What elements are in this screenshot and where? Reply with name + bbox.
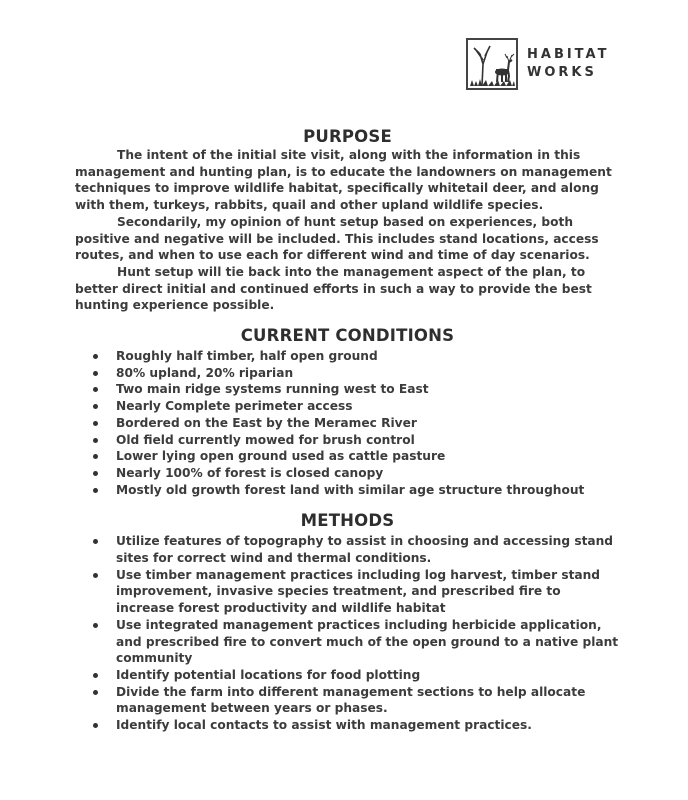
list-item: Old field currently mowed for brush control (75, 432, 620, 449)
methods-heading: METHODS (300, 511, 395, 531)
list-item: Use integrated management practices including herbicide application, and prescribed fire to convert much of the open ground to a native plant community (75, 617, 620, 667)
bullet-icon (93, 488, 98, 493)
list-item: Bordered on the East by the Meramec River (75, 415, 620, 432)
list-item: Nearly 100% of forest is closed canopy (75, 465, 620, 482)
current-conditions-heading: CURRENT CONDITIONS (240, 326, 455, 346)
bullet-icon (93, 471, 98, 476)
purpose-paragraph: The intent of the initial site visit, along with the information in this management and hunting plan, is to educate the landowners on management techniques to improve wildlife habitat, specifically whitetail deer, and along with them, turkeys, rabbits, quail and other upland wildlife species. (75, 148, 612, 213)
bullet-icon (93, 438, 98, 443)
bullet-icon (93, 454, 98, 459)
deer-tree-icon (468, 40, 516, 88)
logo-emblem (466, 38, 518, 90)
list-item: Identify potential locations for food plotting (75, 667, 620, 684)
bullet-icon (93, 539, 98, 544)
habitat-works-logo (466, 38, 609, 90)
list-item: Divide the farm into different management sections to help allocate management between years or phases. (75, 684, 620, 717)
purpose-paragraph: Secondarily, my opinion of hunt setup based on experiences, both positive and negative will be included. This includes stand locations, access routes, and when to use each for different wind and time of day scenarios. (75, 214, 599, 263)
bullet-icon (93, 573, 98, 578)
list-item: Two main ridge systems running west to East (75, 381, 620, 398)
logo-line-2: WORKS (527, 65, 597, 80)
list-item: 80% upland, 20% riparian (75, 365, 620, 382)
list-item: Utilize features of topography to assist in choosing and accessing stand sites for correct wind and thermal conditions. (75, 533, 620, 566)
bullet-icon (93, 354, 98, 359)
list-item: Mostly old growth forest land with similar age structure throughout (75, 482, 620, 499)
bullet-icon (93, 673, 98, 678)
bullet-icon (93, 690, 98, 695)
purpose-heading: PURPOSE (303, 127, 392, 146)
bullet-icon (93, 387, 98, 392)
list-item: Use timber management practices including log harvest, timber stand improvement, invasive species treatment, and prescribed fire to increase forest productivity and wildlife habitat (75, 567, 620, 617)
logo-text (527, 46, 609, 82)
methods-list (75, 533, 620, 733)
bullet-icon (93, 623, 98, 628)
bullet-icon (93, 371, 98, 376)
document-body (75, 127, 620, 734)
list-item: Roughly half timber, half open ground (75, 348, 620, 365)
purpose-paragraph: Hunt setup will tie back into the management aspect of the plan, to better direct initial and continued efforts in such a way to provide the best hunting experience possible. (75, 264, 592, 313)
logo-line-1: HABITAT (527, 47, 610, 62)
list-item: Nearly Complete perimeter access (75, 398, 620, 415)
bullet-icon (93, 404, 98, 409)
list-item: Lower lying open ground used as cattle pasture (75, 448, 620, 465)
bullet-icon (93, 421, 98, 426)
current-conditions-list (75, 348, 620, 498)
list-item: Identify local contacts to assist with management practices. (75, 717, 620, 734)
bullet-icon (93, 723, 98, 728)
